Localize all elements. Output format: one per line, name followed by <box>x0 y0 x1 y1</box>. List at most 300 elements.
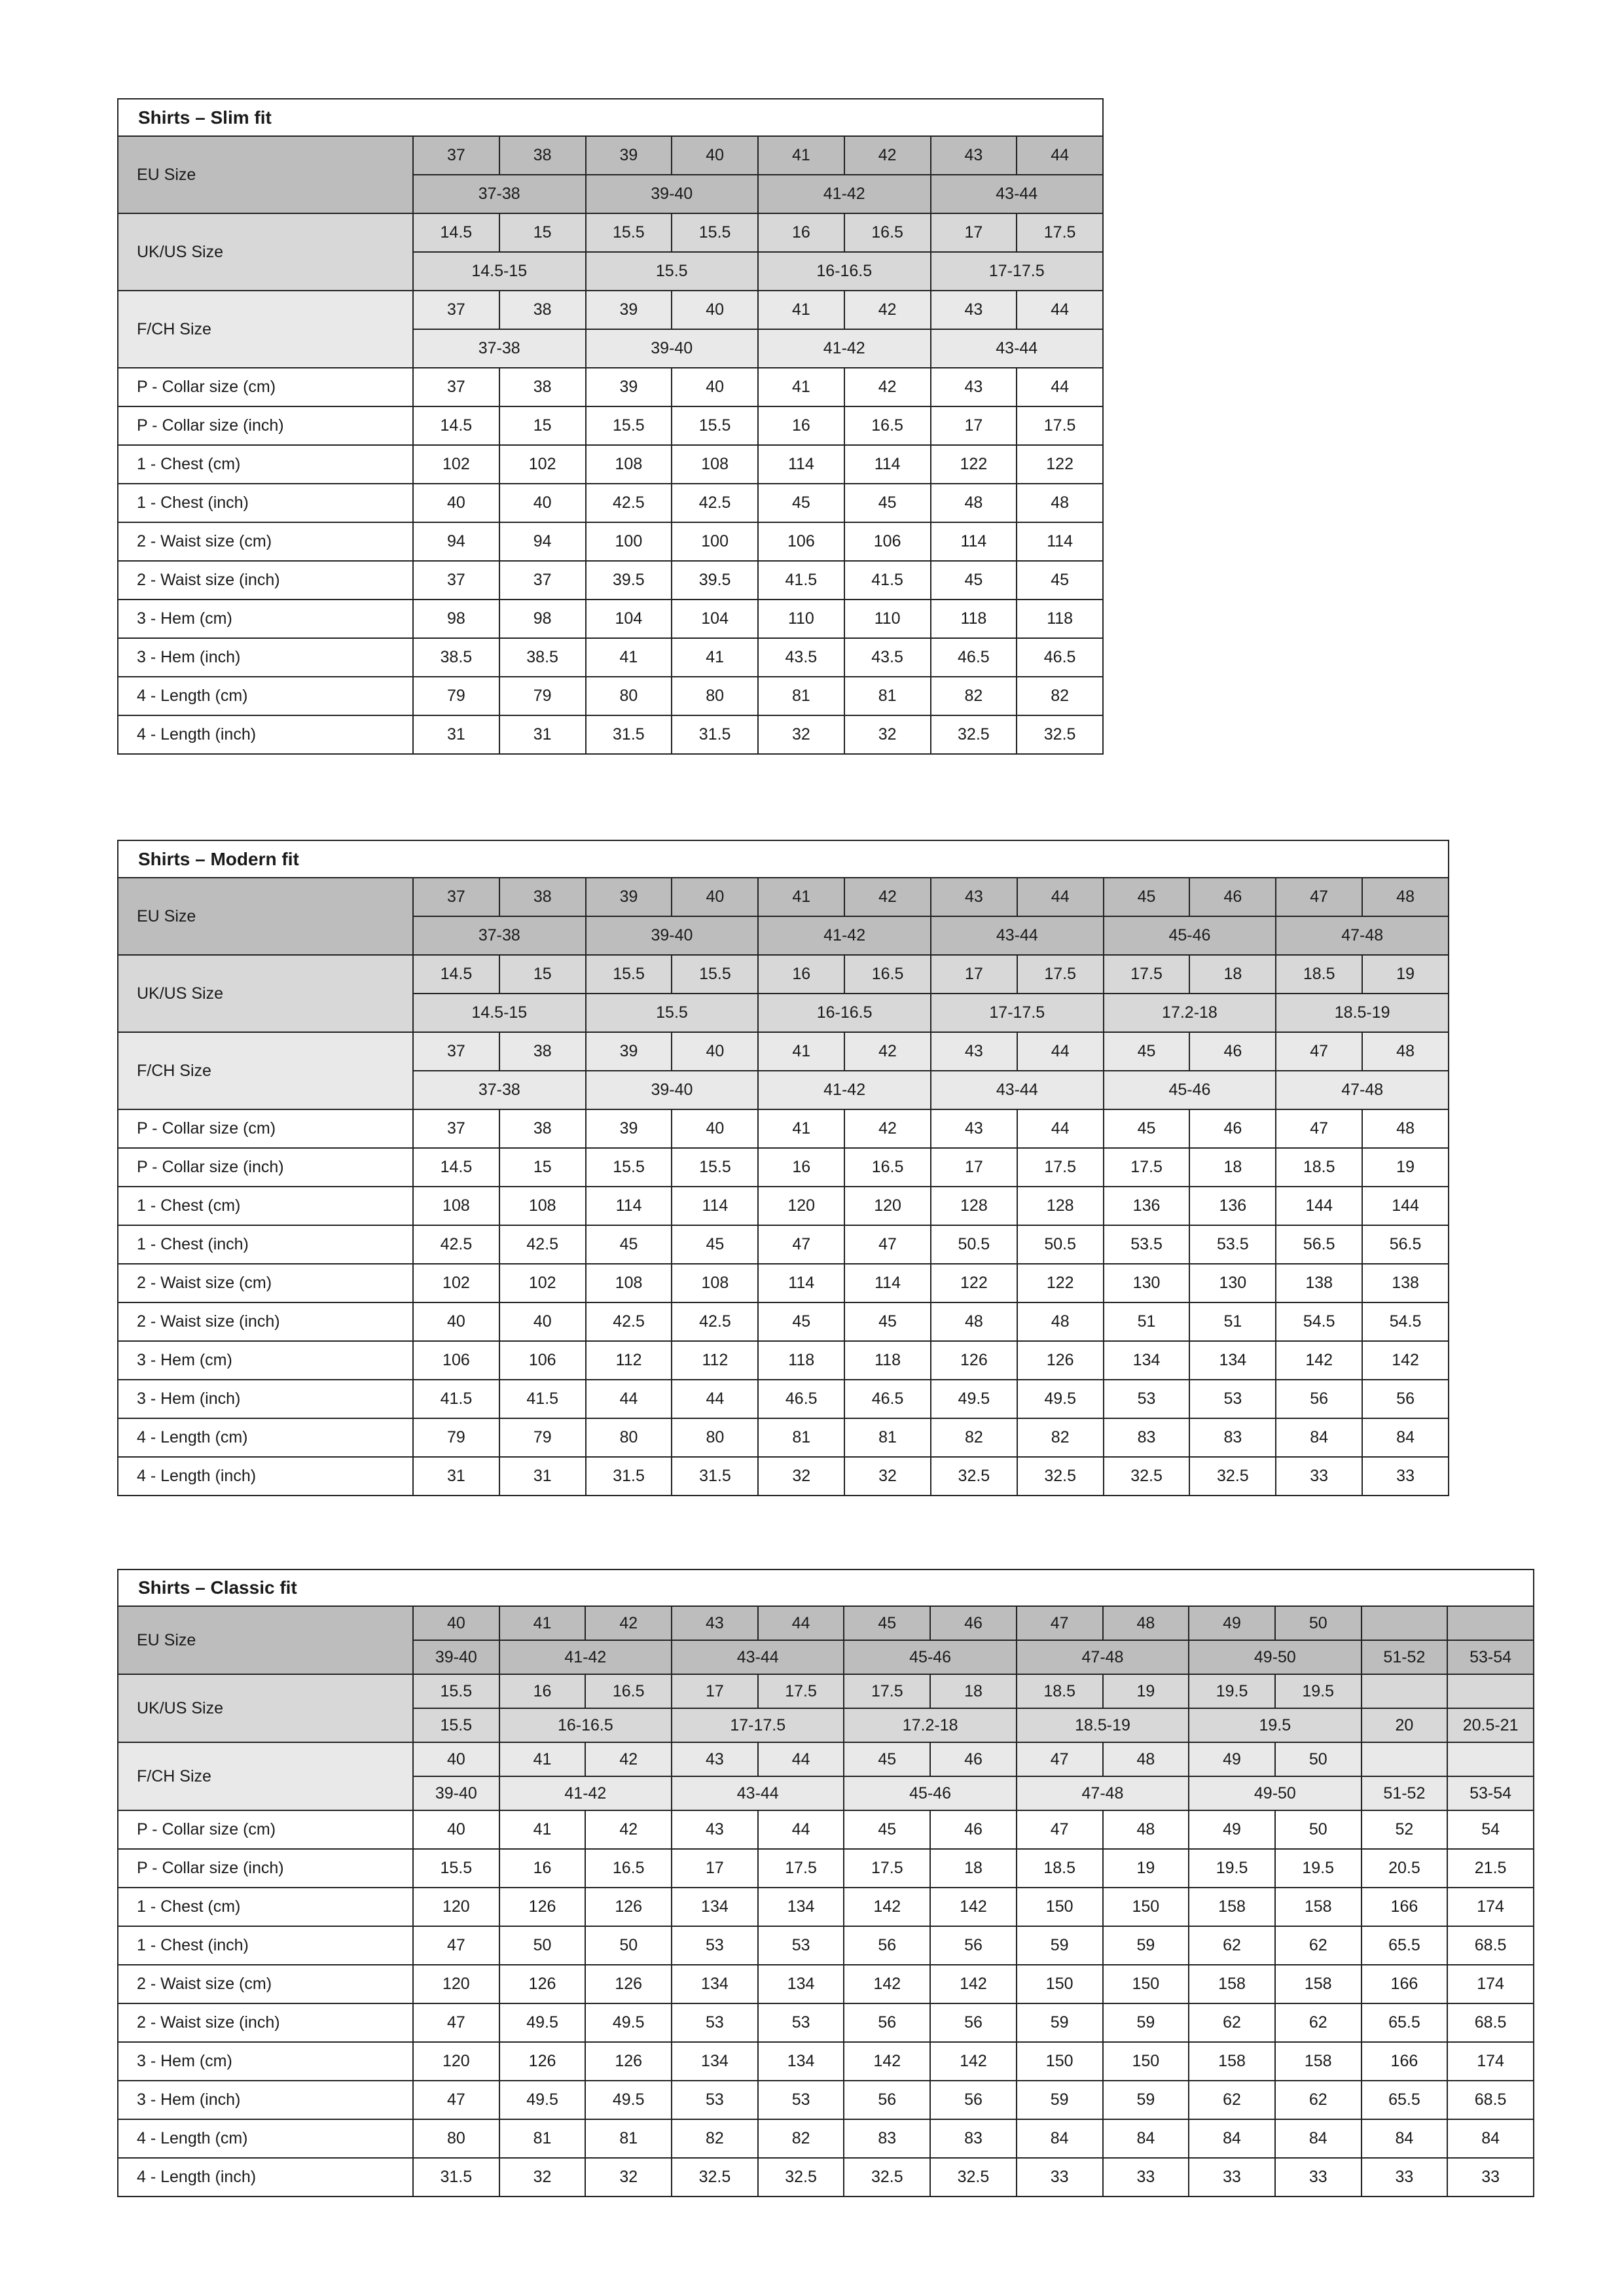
measurement-value: 100 <box>672 522 758 561</box>
measurement-value: 114 <box>586 1187 672 1225</box>
measurement-value: 31 <box>413 715 499 754</box>
measurement-value: 134 <box>672 1965 758 2003</box>
measurement-value: 174 <box>1447 2042 1534 2081</box>
size-group-label: EU Size <box>118 136 413 213</box>
size-range-cell: 47-48 <box>1017 1776 1189 1810</box>
measurement-value: 14.5 <box>413 406 499 445</box>
size-cell: 16 <box>758 955 844 994</box>
measurement-value: 108 <box>672 445 758 484</box>
measurement-value: 21.5 <box>1447 1849 1534 1888</box>
size-range-cell: 47-48 <box>1276 1071 1449 1109</box>
measurement-value: 15.5 <box>586 406 672 445</box>
size-cell: 17.5 <box>1017 955 1104 994</box>
measurement-value: 158 <box>1275 2042 1362 2081</box>
size-cell: 15.5 <box>672 955 758 994</box>
measurement-label: 4 - Length (inch) <box>118 2158 413 2197</box>
eu-size-row <box>118 878 1449 916</box>
measurement-value: 158 <box>1189 2042 1275 2081</box>
measurement-value: 37 <box>413 561 499 600</box>
measurement-value: 53.5 <box>1189 1225 1276 1264</box>
measurement-row <box>118 406 1103 445</box>
size-cell: 43 <box>931 878 1017 916</box>
measurement-value: 118 <box>844 1341 931 1380</box>
size-cell: 16 <box>499 1674 586 1708</box>
size-cell: 40 <box>672 878 758 916</box>
fch-size-row <box>118 291 1103 329</box>
measurement-row <box>118 1926 1534 1965</box>
size-cell: 37 <box>413 1032 499 1071</box>
measurement-row <box>118 1380 1449 1418</box>
size-cell: 16.5 <box>844 955 931 994</box>
size-range-cell: 41-42 <box>758 916 931 955</box>
measurement-value: 84 <box>1189 2119 1275 2158</box>
measurement-value: 120 <box>413 2042 499 2081</box>
measurement-value: 56 <box>930 2081 1017 2119</box>
measurement-value: 79 <box>413 1418 499 1457</box>
measurement-row <box>118 1810 1534 1849</box>
measurement-value: 81 <box>844 1418 931 1457</box>
measurement-value: 174 <box>1447 1888 1534 1926</box>
measurement-value: 83 <box>1104 1418 1190 1457</box>
measurement-value: 44 <box>1017 1109 1104 1148</box>
measurement-value: 41 <box>586 638 672 677</box>
slim-fit-size-table <box>117 98 1104 755</box>
measurement-value: 50 <box>585 1926 672 1965</box>
measurement-value: 17 <box>672 1849 758 1888</box>
measurement-value: 31.5 <box>586 1457 672 1496</box>
measurement-row <box>118 1148 1449 1187</box>
measurement-value: 17.5 <box>1017 1148 1104 1187</box>
measurement-row <box>118 1457 1449 1496</box>
measurement-value: 50 <box>1275 1810 1362 1849</box>
measurement-value: 15 <box>499 1148 586 1187</box>
size-group-label: UK/US Size <box>118 213 413 291</box>
size-range-cell: 49-50 <box>1189 1640 1361 1674</box>
measurement-value: 45 <box>844 1302 931 1341</box>
measurement-value: 33 <box>1276 1457 1362 1496</box>
measurement-row <box>118 1302 1449 1341</box>
size-cell: 49 <box>1189 1606 1275 1640</box>
size-range-cell: 45-46 <box>844 1640 1016 1674</box>
measurement-value: 128 <box>931 1187 1017 1225</box>
measurement-value: 43 <box>931 368 1017 406</box>
size-cell: 44 <box>758 1606 844 1640</box>
measurement-value: 138 <box>1276 1264 1362 1302</box>
measurement-value: 102 <box>413 445 499 484</box>
measurement-value: 82 <box>931 677 1017 715</box>
measurement-value: 56 <box>930 1926 1017 1965</box>
size-cell: 38 <box>499 136 586 175</box>
measurement-value: 80 <box>672 677 758 715</box>
measurement-row <box>118 2081 1534 2119</box>
measurement-value: 38.5 <box>499 638 586 677</box>
measurement-value: 42.5 <box>672 484 758 522</box>
size-cell: 38 <box>499 291 586 329</box>
measurement-value: 52 <box>1362 1810 1448 1849</box>
size-group-label: EU Size <box>118 878 413 955</box>
uk-size-row <box>118 1674 1534 1708</box>
measurement-value: 65.5 <box>1362 2081 1448 2119</box>
measurement-value: 41.5 <box>844 561 931 600</box>
measurement-value: 33 <box>1362 1457 1449 1496</box>
measurement-value: 81 <box>758 677 844 715</box>
size-cell: 41 <box>499 1742 586 1776</box>
measurement-value: 108 <box>586 1264 672 1302</box>
measurement-label: 2 - Waist size (inch) <box>118 2003 413 2042</box>
measurement-value: 158 <box>1275 1888 1362 1926</box>
size-cell: 44 <box>1017 878 1104 916</box>
modern-fit-size-table <box>117 840 1449 1496</box>
measurement-value: 134 <box>758 2042 844 2081</box>
measurement-value: 82 <box>931 1418 1017 1457</box>
measurement-value: 59 <box>1103 1926 1189 1965</box>
size-range-cell: 17-17.5 <box>931 994 1104 1032</box>
measurement-value: 112 <box>672 1341 758 1380</box>
measurement-value: 47 <box>413 1926 499 1965</box>
size-cell: 17 <box>672 1674 758 1708</box>
measurement-value: 49 <box>1189 1810 1275 1849</box>
measurement-value: 126 <box>585 1965 672 2003</box>
measurement-value: 50.5 <box>1017 1225 1104 1264</box>
measurement-value: 53 <box>1104 1380 1190 1418</box>
measurement-value: 39 <box>586 1109 672 1148</box>
measurement-value: 142 <box>930 1888 1017 1926</box>
size-cell: 47 <box>1276 1032 1362 1071</box>
measurement-value: 118 <box>931 600 1017 638</box>
measurement-value: 62 <box>1189 2003 1275 2042</box>
measurement-value: 32 <box>844 715 931 754</box>
size-cell: 17.5 <box>1017 213 1103 252</box>
measurement-value: 94 <box>413 522 499 561</box>
measurement-value: 84 <box>1276 1418 1362 1457</box>
measurement-value: 42 <box>844 368 931 406</box>
measurement-value: 47 <box>413 2003 499 2042</box>
size-cell: 43 <box>672 1606 758 1640</box>
measurement-value: 102 <box>413 1264 499 1302</box>
measurement-value: 53 <box>672 2081 758 2119</box>
measurement-value: 118 <box>1017 600 1103 638</box>
measurement-value: 31 <box>499 715 586 754</box>
size-range-cell: 41-42 <box>499 1776 672 1810</box>
measurement-value: 47 <box>1017 1810 1103 1849</box>
measurement-value: 31.5 <box>413 2158 499 2197</box>
measurement-value: 120 <box>844 1187 931 1225</box>
size-range-cell: 47-48 <box>1017 1640 1189 1674</box>
measurement-value: 56.5 <box>1276 1225 1362 1264</box>
measurement-value: 48 <box>1017 484 1103 522</box>
measurement-value: 114 <box>672 1187 758 1225</box>
modern-fit-table-body <box>118 840 1449 1496</box>
size-range-cell: 17-17.5 <box>672 1708 844 1742</box>
size-cell: 19.5 <box>1189 1674 1275 1708</box>
size-cell: 15.5 <box>413 1708 499 1742</box>
size-cell: 18.5 <box>1017 1674 1103 1708</box>
measurement-row <box>118 484 1103 522</box>
measurement-value: 150 <box>1017 1965 1103 2003</box>
measurement-value: 32.5 <box>758 2158 844 2197</box>
measurement-value: 42.5 <box>672 1302 758 1341</box>
measurement-value: 62 <box>1189 2081 1275 2119</box>
size-cell: 15.5 <box>586 955 672 994</box>
measurement-value: 174 <box>1447 1965 1534 2003</box>
measurement-value: 136 <box>1104 1187 1190 1225</box>
measurement-label: 3 - Hem (inch) <box>118 638 413 677</box>
measurement-value: 17 <box>931 406 1017 445</box>
measurement-value: 84 <box>1362 1418 1449 1457</box>
measurement-value: 114 <box>758 1264 844 1302</box>
measurement-value: 114 <box>844 1264 931 1302</box>
measurement-label: 1 - Chest (inch) <box>118 1225 413 1264</box>
measurement-value: 40 <box>672 368 758 406</box>
measurement-value: 16 <box>499 1849 586 1888</box>
size-cell: 14.5 <box>413 213 499 252</box>
measurement-value: 38 <box>499 1109 586 1148</box>
measurement-label: 3 - Hem (cm) <box>118 2042 413 2081</box>
measurement-value: 43.5 <box>844 638 931 677</box>
measurement-value: 18.5 <box>1276 1148 1362 1187</box>
table-title-row <box>118 840 1449 878</box>
measurement-value: 84 <box>1275 2119 1362 2158</box>
size-range-cell: 45-46 <box>1104 916 1276 955</box>
size-cell: 48 <box>1103 1742 1189 1776</box>
measurement-value: 158 <box>1189 1888 1275 1926</box>
measurement-value: 142 <box>930 2042 1017 2081</box>
measurement-row <box>118 561 1103 600</box>
size-cell: 47 <box>1276 878 1362 916</box>
measurement-value: 19.5 <box>1275 1849 1362 1888</box>
size-cell: 19 <box>1103 1674 1189 1708</box>
size-cell: 53-54 <box>1447 1776 1534 1810</box>
size-range-cell: 16-16.5 <box>758 994 931 1032</box>
measurement-value: 53 <box>758 2081 844 2119</box>
measurement-value: 49.5 <box>585 2003 672 2042</box>
measurement-value: 134 <box>758 1965 844 2003</box>
measurement-value: 122 <box>931 445 1017 484</box>
measurement-value: 142 <box>930 1965 1017 2003</box>
measurement-value: 53 <box>758 1926 844 1965</box>
measurement-value: 68.5 <box>1447 1926 1534 1965</box>
measurement-value: 81 <box>499 2119 586 2158</box>
measurement-value: 114 <box>758 445 844 484</box>
measurement-value: 37 <box>413 368 499 406</box>
measurement-value: 108 <box>499 1187 586 1225</box>
size-cell <box>1447 1742 1534 1776</box>
measurement-label: 1 - Chest (cm) <box>118 445 413 484</box>
measurement-value: 128 <box>1017 1187 1104 1225</box>
measurement-value: 42.5 <box>586 484 672 522</box>
measurement-value: 19.5 <box>1189 1849 1275 1888</box>
size-cell: 39 <box>586 1032 672 1071</box>
size-cell: 40 <box>413 1606 499 1640</box>
measurement-value: 65.5 <box>1362 2003 1448 2042</box>
measurement-value: 42.5 <box>413 1225 499 1264</box>
measurement-value: 18 <box>1189 1148 1276 1187</box>
measurement-value: 32.5 <box>931 715 1017 754</box>
size-range-cell: 41-42 <box>758 175 931 213</box>
measurement-value: 83 <box>930 2119 1017 2158</box>
measurement-value: 37 <box>499 561 586 600</box>
size-cell: 37 <box>413 291 499 329</box>
classic-fit-table-body <box>118 1570 1534 2197</box>
measurement-value: 32.5 <box>1104 1457 1190 1496</box>
measurement-value: 47 <box>758 1225 844 1264</box>
measurement-value: 45 <box>586 1225 672 1264</box>
size-range-cell: 39-40 <box>586 1071 759 1109</box>
measurement-value: 84 <box>1447 2119 1534 2158</box>
table-title-row <box>118 99 1103 136</box>
size-cell: 39 <box>586 878 672 916</box>
measurement-value: 41 <box>499 1810 586 1849</box>
size-cell: 43 <box>672 1742 758 1776</box>
size-group-label: EU Size <box>118 1606 413 1674</box>
size-cell: 48 <box>1103 1606 1189 1640</box>
table-title: Shirts – Slim fit <box>118 99 1103 136</box>
measurement-label: 3 - Hem (cm) <box>118 600 413 638</box>
size-group-label: UK/US Size <box>118 955 413 1032</box>
measurement-value: 120 <box>413 1965 499 2003</box>
measurement-value: 31.5 <box>586 715 672 754</box>
measurement-value: 33 <box>1103 2158 1189 2197</box>
measurement-value: 40 <box>499 1302 586 1341</box>
measurement-value: 81 <box>585 2119 672 2158</box>
size-range-cell: 17.2-18 <box>1104 994 1276 1032</box>
size-cell: 45 <box>844 1606 930 1640</box>
measurement-value: 51 <box>1189 1302 1276 1341</box>
size-cell: 41 <box>499 1606 586 1640</box>
measurement-value: 83 <box>1189 1418 1276 1457</box>
size-cell: 18 <box>930 1674 1017 1708</box>
measurement-value: 166 <box>1362 2042 1448 2081</box>
uk-size-row <box>118 213 1103 252</box>
size-range-cell: 17-17.5 <box>931 252 1104 291</box>
measurement-value: 33 <box>1017 2158 1103 2197</box>
measurement-value: 56 <box>1276 1380 1362 1418</box>
size-range-cell: 43-44 <box>931 175 1104 213</box>
measurement-value: 106 <box>844 522 931 561</box>
measurement-value: 126 <box>499 1888 586 1926</box>
size-group-label: F/CH Size <box>118 1032 413 1109</box>
measurement-value: 112 <box>586 1341 672 1380</box>
table-title: Shirts – Classic fit <box>118 1570 1534 1606</box>
size-cell: 43 <box>931 136 1017 175</box>
size-range-cell: 43-44 <box>931 1071 1104 1109</box>
measurement-value: 120 <box>758 1187 844 1225</box>
measurement-value: 150 <box>1017 1888 1103 1926</box>
size-cell: 47 <box>1017 1742 1103 1776</box>
measurement-value: 130 <box>1104 1264 1190 1302</box>
measurement-value: 48 <box>1103 1810 1189 1849</box>
measurement-value: 42 <box>585 1810 672 1849</box>
measurement-value: 150 <box>1017 2042 1103 2081</box>
size-cell: 42 <box>585 1742 672 1776</box>
measurement-value: 82 <box>672 2119 758 2158</box>
measurement-value: 98 <box>413 600 499 638</box>
measurement-value: 158 <box>1275 1965 1362 2003</box>
measurement-value: 56 <box>844 2003 930 2042</box>
size-cell: 43 <box>931 1032 1017 1071</box>
measurement-value: 142 <box>1362 1341 1449 1380</box>
measurement-label: P - Collar size (cm) <box>118 1109 413 1148</box>
measurement-label: 3 - Hem (cm) <box>118 1341 413 1380</box>
size-cell <box>1362 1674 1448 1708</box>
size-cell: 38 <box>499 878 586 916</box>
measurement-value: 98 <box>499 600 586 638</box>
measurement-label: P - Collar size (cm) <box>118 1810 413 1849</box>
measurement-value: 126 <box>585 1888 672 1926</box>
measurement-value: 44 <box>758 1810 844 1849</box>
size-cell: 39-40 <box>413 1776 499 1810</box>
size-range-cell: 37-38 <box>413 1071 586 1109</box>
measurement-value: 38.5 <box>413 638 499 677</box>
measurement-value: 15 <box>499 406 586 445</box>
measurement-value: 102 <box>499 445 586 484</box>
measurement-value: 31 <box>499 1457 586 1496</box>
measurement-value: 39.5 <box>586 561 672 600</box>
measurement-value: 59 <box>1103 2081 1189 2119</box>
measurement-value: 122 <box>1017 445 1103 484</box>
measurement-label: 4 - Length (cm) <box>118 1418 413 1457</box>
size-cell: 18.5 <box>1276 955 1362 994</box>
measurement-value: 49.5 <box>499 2081 586 2119</box>
size-cell: 46 <box>1189 1032 1276 1071</box>
measurement-row <box>118 2003 1534 2042</box>
measurement-label: 2 - Waist size (cm) <box>118 1965 413 2003</box>
measurement-row <box>118 600 1103 638</box>
measurement-label: P - Collar size (inch) <box>118 1148 413 1187</box>
measurement-value: 142 <box>844 1888 930 1926</box>
measurement-row <box>118 1849 1534 1888</box>
measurement-value: 33 <box>1189 2158 1275 2197</box>
size-cell: 41 <box>758 136 844 175</box>
size-cell: 14.5 <box>413 955 499 994</box>
measurement-value: 126 <box>585 2042 672 2081</box>
measurement-value: 17 <box>931 1148 1017 1187</box>
measurement-value: 142 <box>1276 1341 1362 1380</box>
size-cell: 48 <box>1362 878 1449 916</box>
size-range-cell: 14.5-15 <box>413 252 586 291</box>
measurement-value: 142 <box>844 2042 930 2081</box>
measurement-row <box>118 368 1103 406</box>
measurement-value: 46 <box>930 1810 1017 1849</box>
measurement-value: 166 <box>1362 1965 1448 2003</box>
classic-fit-size-table <box>117 1569 1534 2197</box>
size-range-cell: 16-16.5 <box>499 1708 672 1742</box>
measurement-value: 59 <box>1017 1926 1103 1965</box>
measurement-value: 102 <box>499 1264 586 1302</box>
measurement-value: 46 <box>1189 1109 1276 1148</box>
measurement-value: 84 <box>1362 2119 1448 2158</box>
measurement-label: 2 - Waist size (inch) <box>118 1302 413 1341</box>
size-cell: 50 <box>1275 1742 1362 1776</box>
measurement-value: 18.5 <box>1017 1849 1103 1888</box>
size-cell: 15.5 <box>672 213 758 252</box>
measurement-value: 62 <box>1189 1926 1275 1965</box>
size-cell: 44 <box>758 1742 844 1776</box>
measurement-value: 20.5 <box>1362 1849 1448 1888</box>
size-cell: 39-40 <box>413 1640 499 1674</box>
measurement-label: 1 - Chest (cm) <box>118 1187 413 1225</box>
size-range-cell: 43-44 <box>931 916 1104 955</box>
measurement-value: 110 <box>758 600 844 638</box>
size-range-cell: 49-50 <box>1189 1776 1361 1810</box>
measurement-value: 15.5 <box>586 1148 672 1187</box>
size-cell: 39 <box>586 291 672 329</box>
measurement-row <box>118 445 1103 484</box>
measurement-row <box>118 1965 1534 2003</box>
size-cell <box>1447 1606 1534 1640</box>
size-cell: 38 <box>499 1032 586 1071</box>
measurement-value: 40 <box>413 1810 499 1849</box>
